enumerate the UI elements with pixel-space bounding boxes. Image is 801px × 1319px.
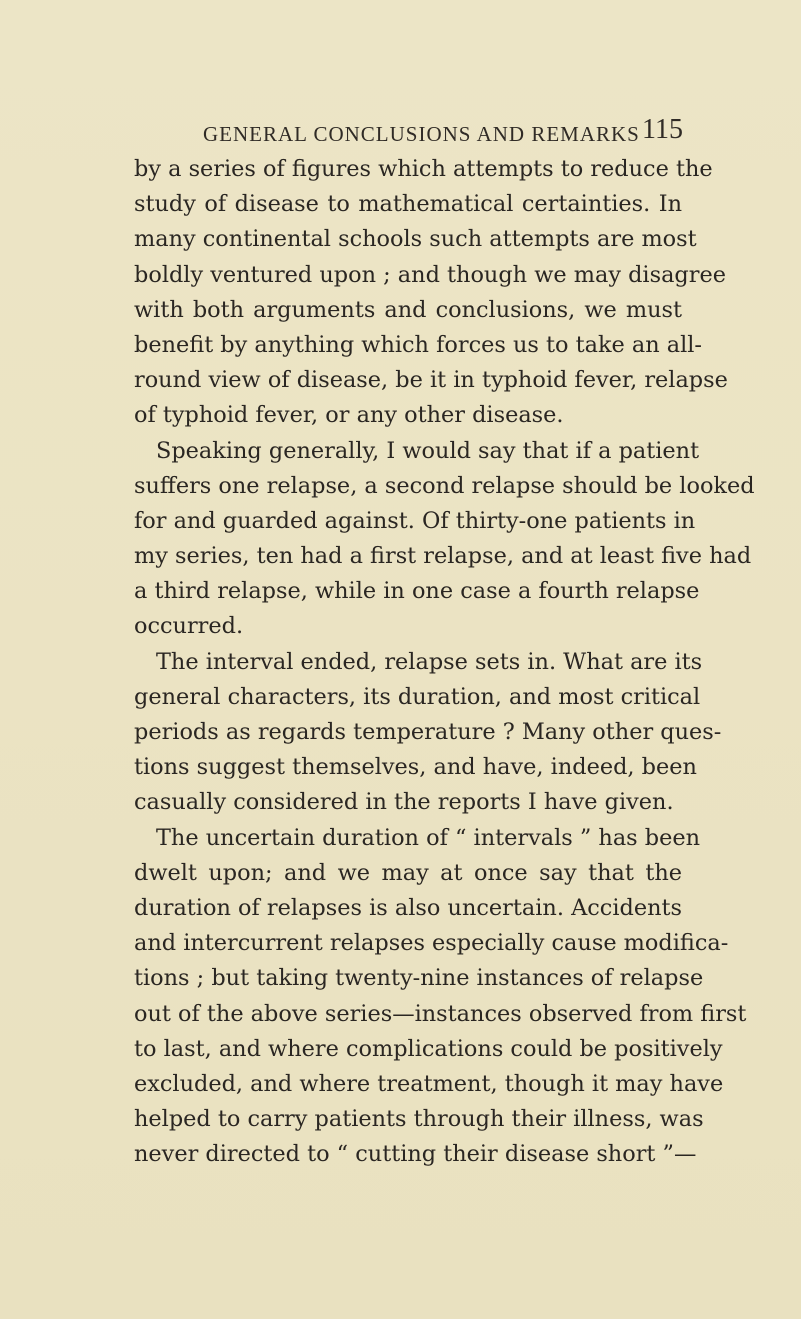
text-line: The uncertain duration of “ intervals ” has been [156,824,701,851]
paragraph-1 [134,152,728,434]
text-line: periods as regards temperature ? Many other ques- [134,719,722,745]
paragraph-2 [134,434,755,645]
paragraph-3 [134,645,722,821]
text-line: general characters, its duration, and most critical [134,683,701,710]
text-line: excluded, and where treatment, though it may have [134,1070,724,1097]
running-head: GENERAL CONCLUSIONS AND REMARKS [203,122,640,146]
text-line: many continental schools such attempts are most [134,226,697,253]
page-number: 115 [642,114,683,145]
text-line: casually considered in the reports I have given. [134,789,674,816]
page-header [0,112,801,152]
text-line: round view of disease, be it in typhoid fever, relapse [134,367,728,394]
text-line: boldly ventured upon ; and though we may disagree [134,261,726,288]
text-line: Speaking generally, I would say that if a patient [156,437,700,464]
text-line: suffers one relapse, a second relapse should be looked [134,472,755,499]
paragraph-4 [134,821,747,1173]
text-line: study of disease to mathematical certainties. In [134,191,682,218]
text-line: out of the above series—instances observed from first [134,1000,747,1027]
text-line: The interval ended, relapse sets in. What are its [156,648,703,675]
text-line: of typhoid fever, or any other disease. [134,402,564,429]
body-text [134,152,755,1172]
text-line: to last, and where complications could be positively [134,1035,723,1062]
text-line: tions suggest themselves, and have, indeed, been [134,754,697,781]
text-line: tions ; but taking twenty-nine instances of relapse [134,965,704,992]
text-line: a third relapse, while in one case a fourth relapse [134,578,700,605]
text-line: benefit by anything which forces us to take an all- [134,331,702,358]
text-line: duration of relapses is also uncertain. Accidents [134,894,682,921]
text-line: my series, ten had a first relapse, and at least five had [134,543,752,570]
text-line: by a series of figures which attempts to reduce the [134,156,713,182]
text-line: never directed to “ cutting their disease short ”— [134,1141,697,1168]
text-line: dwelt upon; and we may at once say that the [134,859,682,886]
text-line: with both arguments and conclusions, we must [134,296,682,323]
text-line: helped to carry patients through their illness, was [134,1106,704,1133]
text-line: and intercurrent relapses especially cause modifica- [134,930,729,957]
text-line: for and guarded against. Of thirty-one patients in [134,507,696,534]
text-line: occurred. [134,613,244,640]
